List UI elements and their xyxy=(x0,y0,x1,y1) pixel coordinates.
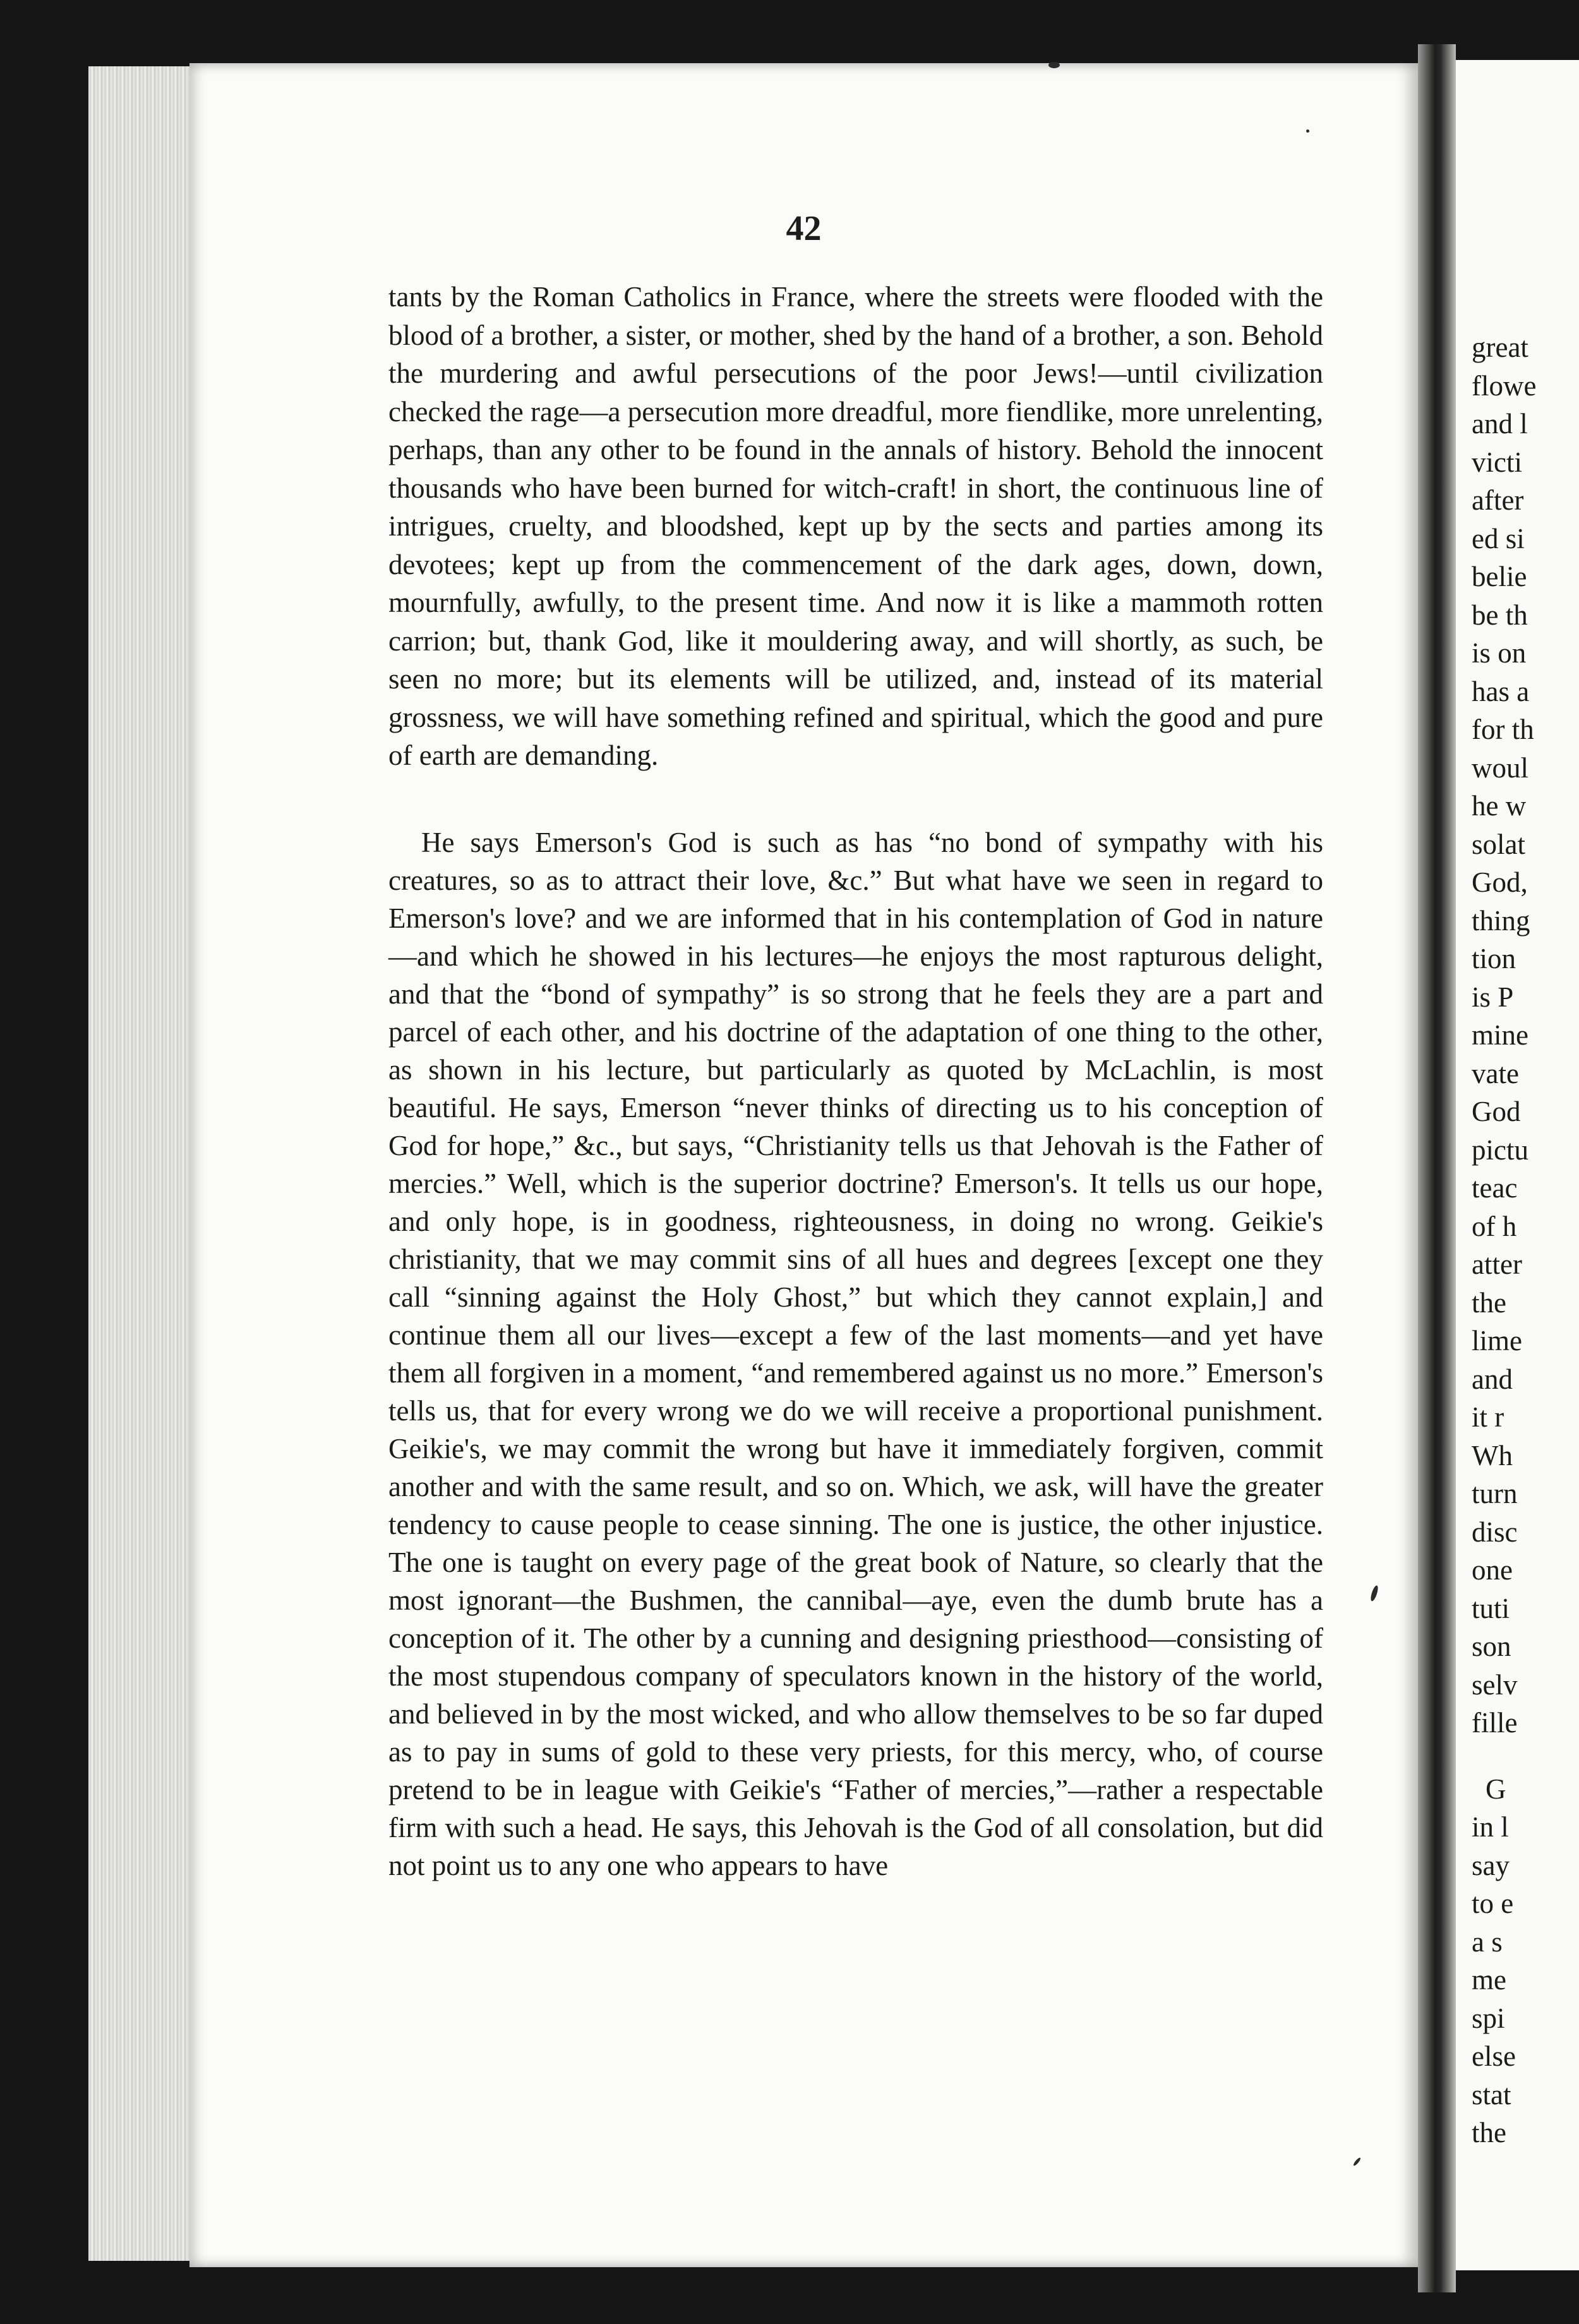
facing-line: stat xyxy=(1472,2078,1511,2111)
ink-speck xyxy=(1306,129,1309,133)
facing-line: God, xyxy=(1472,866,1528,898)
facing-line: is on xyxy=(1472,637,1527,669)
facing-line: the xyxy=(1472,1286,1506,1319)
facing-line: spi xyxy=(1472,2002,1505,2034)
facing-line: tuti xyxy=(1472,1592,1510,1624)
facing-line: flowe xyxy=(1472,369,1537,402)
facing-line: teac xyxy=(1472,1172,1518,1204)
page-number: 42 xyxy=(786,209,822,248)
facing-line: woul xyxy=(1472,752,1528,784)
facing-line: he w xyxy=(1472,790,1527,822)
facing-line: and l xyxy=(1472,408,1528,440)
ink-speck xyxy=(1048,62,1060,68)
right-page xyxy=(1456,60,1579,2270)
facing-line: lime xyxy=(1472,1325,1522,1357)
facing-line: in l xyxy=(1472,1811,1509,1843)
facing-line: son xyxy=(1472,1631,1511,1662)
facing-line: selv xyxy=(1472,1668,1518,1701)
facing-line: the xyxy=(1472,2117,1506,2148)
facing-line: belie xyxy=(1472,561,1527,592)
book-page-edges xyxy=(88,66,192,2261)
facing-line: and xyxy=(1472,1363,1513,1395)
facing-page-text xyxy=(1472,328,1579,2152)
facing-line: is P xyxy=(1472,981,1514,1013)
facing-line: me xyxy=(1472,1964,1506,1996)
facing-line: victi xyxy=(1472,446,1522,478)
facing-line: vate xyxy=(1472,1057,1519,1089)
facing-line: it r xyxy=(1472,1401,1504,1433)
paragraph-continued: tants by the Roman Catholics in France, where the streets were flooded with the blood of a brother, a sister, or mother, shed by the hand of a brother, a son. Behold the murdering and awful persecutions of the poor Jews!—until civilization checked the rage—a persecution more dreadful, more fiendlike, more unrelenting, perhaps, than any other to be found in the annals of history. Behold the innocent thousands who have been burned for witch-craft! in short, the continuous line of intrigues, cruelty, and bloodshed, kept up by the sects and parties among its devotees; kept up from the commencement of the dark ages, down, down, mournfully, awfully, to the present time. And now it is like a mammoth rotten carrion; but, thank God, like it mouldering away, and will shortly, as such, be seen no more; but its elements will be utilized, and, instead of its material grossness, we will have something refined and spiritual, which the good and pure of earth are demanding. xyxy=(388,281,1323,771)
facing-line: ed si xyxy=(1472,522,1525,554)
facing-line: to e xyxy=(1472,1888,1514,1919)
facing-line: say xyxy=(1472,1849,1510,1881)
facing-line: mine xyxy=(1472,1019,1528,1051)
paragraph: He says Emerson's God is such as has “no bond of sympathy with his creatures, so as to attract their love, &c.” But what have we seen in regard to Emerson's love? and we are informed that in his contemplation of God in nature—and which he showed in his lectures—he enjoys the most rapturous delight, and that the “bond of sympathy” is so strong that he feels they are a part and parcel of each other, and his doctrine of the adaptation of one thing to the other, as shown in his lecture, but particularly as quoted by McLachlin, is most beautiful. He says, Emerson “never thinks of directing us to his conception of God for hope,” &c., but says, “Christianity tells us that Jehovah is the Father of mercies.” Well, which is the superior doctrine? Emerson's. It tells us our hope, and only hope, is in goodness, righteousness, in doing no wrong. Geikie's christianity, that we may commit sins of all hues and degrees [except one they call “sinning against the Holy Ghost,” but which they cannot explain,] and continue them all our lives—except a few of the last moments—and yet have them all forgiven in a moment, “and remembered against us no more.” Emerson's tells us, that for every wrong we do we will receive a proportional punishment. Geikie's, we may commit the wrong but have it immediately forgiven, commit another and with the same result, and so on. Which, we ask, will have the greater tendency to cause people to cease sinning. The one is justice, the other injustice. The one is taught on every page of the great book of Nature, so clearly that the most ignorant—the Bushmen, the cannibal—aye, even the dumb brute has a conception of it. The other by a cunning and designing priesthood—consisting of the most stupendous company of speculators known in the history of the world, and believed in by the most wicked, and who allow themselves to be so far duped as to pay in sums of gold to these very priests, for this mercy, who, of course pretend to be in league with Geikie's “Father of mercies,”—rather a respectable firm with such a head. He says, this Jehovah is the God of all consolation, but did not point us to any one who appears to have xyxy=(388,826,1323,1881)
facing-line: great xyxy=(1472,332,1528,363)
facing-line: for th xyxy=(1472,714,1534,745)
facing-line: fille xyxy=(1472,1707,1518,1739)
facing-line: atter xyxy=(1472,1249,1522,1280)
facing-line: has a xyxy=(1472,675,1530,707)
facing-line: of h xyxy=(1472,1210,1517,1242)
facing-line: after xyxy=(1472,484,1524,516)
facing-line: G xyxy=(1486,1773,1506,1805)
facing-line: a s xyxy=(1472,1926,1503,1958)
facing-line: pictu xyxy=(1472,1134,1528,1166)
facing-line: be th xyxy=(1472,599,1528,631)
facing-line: turn xyxy=(1472,1478,1518,1509)
facing-line: solat xyxy=(1472,828,1525,860)
facing-line: tion xyxy=(1472,943,1516,974)
facing-line: Wh xyxy=(1472,1439,1513,1471)
facing-line: else xyxy=(1472,2040,1516,2072)
facing-line: thing xyxy=(1472,904,1530,937)
body-text xyxy=(388,278,1323,1884)
facing-line: disc xyxy=(1472,1516,1518,1548)
book-gutter xyxy=(1418,44,1456,2292)
facing-line: God xyxy=(1472,1096,1521,1127)
facing-line: one xyxy=(1472,1554,1513,1586)
